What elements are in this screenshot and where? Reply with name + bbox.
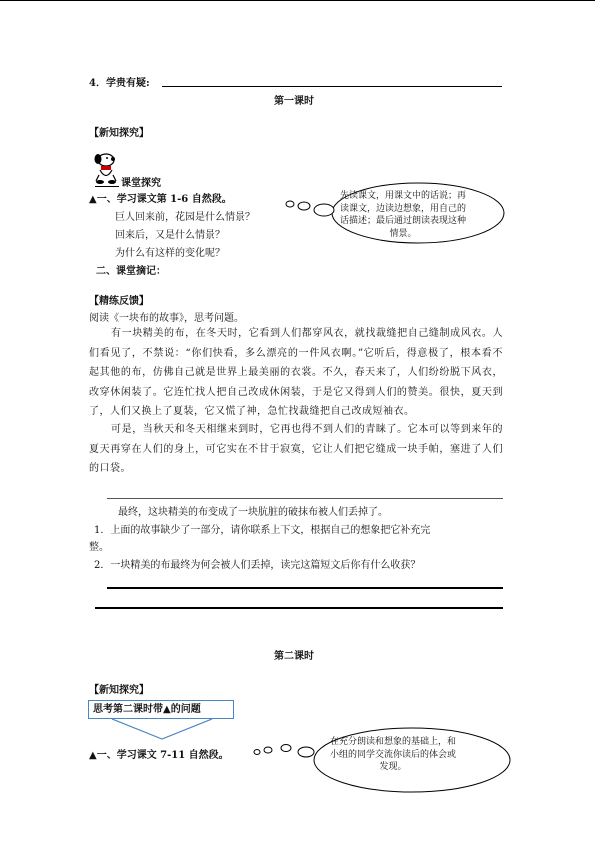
cloud-tip-1: 先读课文，用课文中的话说；再读课文，边读边想象，用自己的话描述；最后通过朗读表现这种情景。 [339,191,466,239]
question-1: 1．上面的故事缺少了一部分，请你联系上下文，根据自己的想象把它补充完 [94,525,431,536]
answer-line [107,587,503,589]
class-explore-label: 课堂探究 [121,178,161,189]
lesson2-section-new: 【新知探究】 [89,685,149,696]
page-top-rule [0,0,595,1]
lesson1-section-feedback: 【精练反馈】 [89,296,149,307]
reading-intro: 阅读《一块布的故事》，思考问题。 [89,313,244,324]
notes-heading: 二、课堂摘记： [96,266,166,277]
question-2: 2．一块精美的布最终为何会被人们丢掉，读完这篇短文后你有什么收获？ [94,560,421,571]
missing-part-line [107,498,503,499]
question-label: 4．学贵有疑: [89,78,150,89]
lesson2-task1: ▲一、学习课文 7-11 自然段。 [89,750,229,761]
lesson1-title: 第一课时 [274,96,314,107]
dog-mascot-icon [89,151,119,185]
lesson2-title: 第二课时 [274,651,314,662]
box-label: 思考第二课时带▲的问题 [88,700,234,719]
lesson1-section-new: 【新知探究】 [89,128,149,139]
answer-line [162,86,502,87]
question-item: 巨人回来前，花园是什么情景？ [115,212,255,223]
lesson1-task1: ▲一、学习课文第 1-6 自然段。 [89,194,232,205]
question-item: 为什么有这样的变化呢？ [115,248,225,259]
story-paragraph-2: 可是，当秋天和冬天相继来到时，它再也得不到人们的青睐了。它本可以等到来年的夏天再穿在人们的身上，可它实在不甘于寂寞，它让人们把它缝成一块手帕，塞进了人们的口袋。 [89,424,503,475]
down-arrow-icon [112,719,212,741]
answer-line [95,607,503,609]
question-item: 回来后，又是什么情景？ [115,230,225,241]
story-ending: 最终，这块精美的布变成了一块肮脏的破抹布被人们丢掉了。 [118,507,388,518]
cloud-tip-2: 在充分朗读和想象的基础上，和小组的同学交流你读后的体会或发现。 [329,737,456,772]
explore-underline [95,186,119,187]
story-paragraph-1: 有一块精美的布，在冬天时，它看到人们都穿风衣，就找裁缝把自己缝制成风衣。人们看见了，不禁说：“你们快看，多么漂亮的一件风衣啊。”它听后，得意极了，根本看不起其他的布，仿佛自己就是世界上最美丽的衣裳。不久，春天来了，人们纷纷脱下风衣，改穿休闲装了。它连忙找人把自己改成休闲装，于是它又得到人们的赞美。很快，夏天到了，人们又换上了夏装，它又慌了神，急忙找裁缝把自己改成短袖衣。 [89,328,503,418]
question-1-cont: 整。 [89,542,109,553]
